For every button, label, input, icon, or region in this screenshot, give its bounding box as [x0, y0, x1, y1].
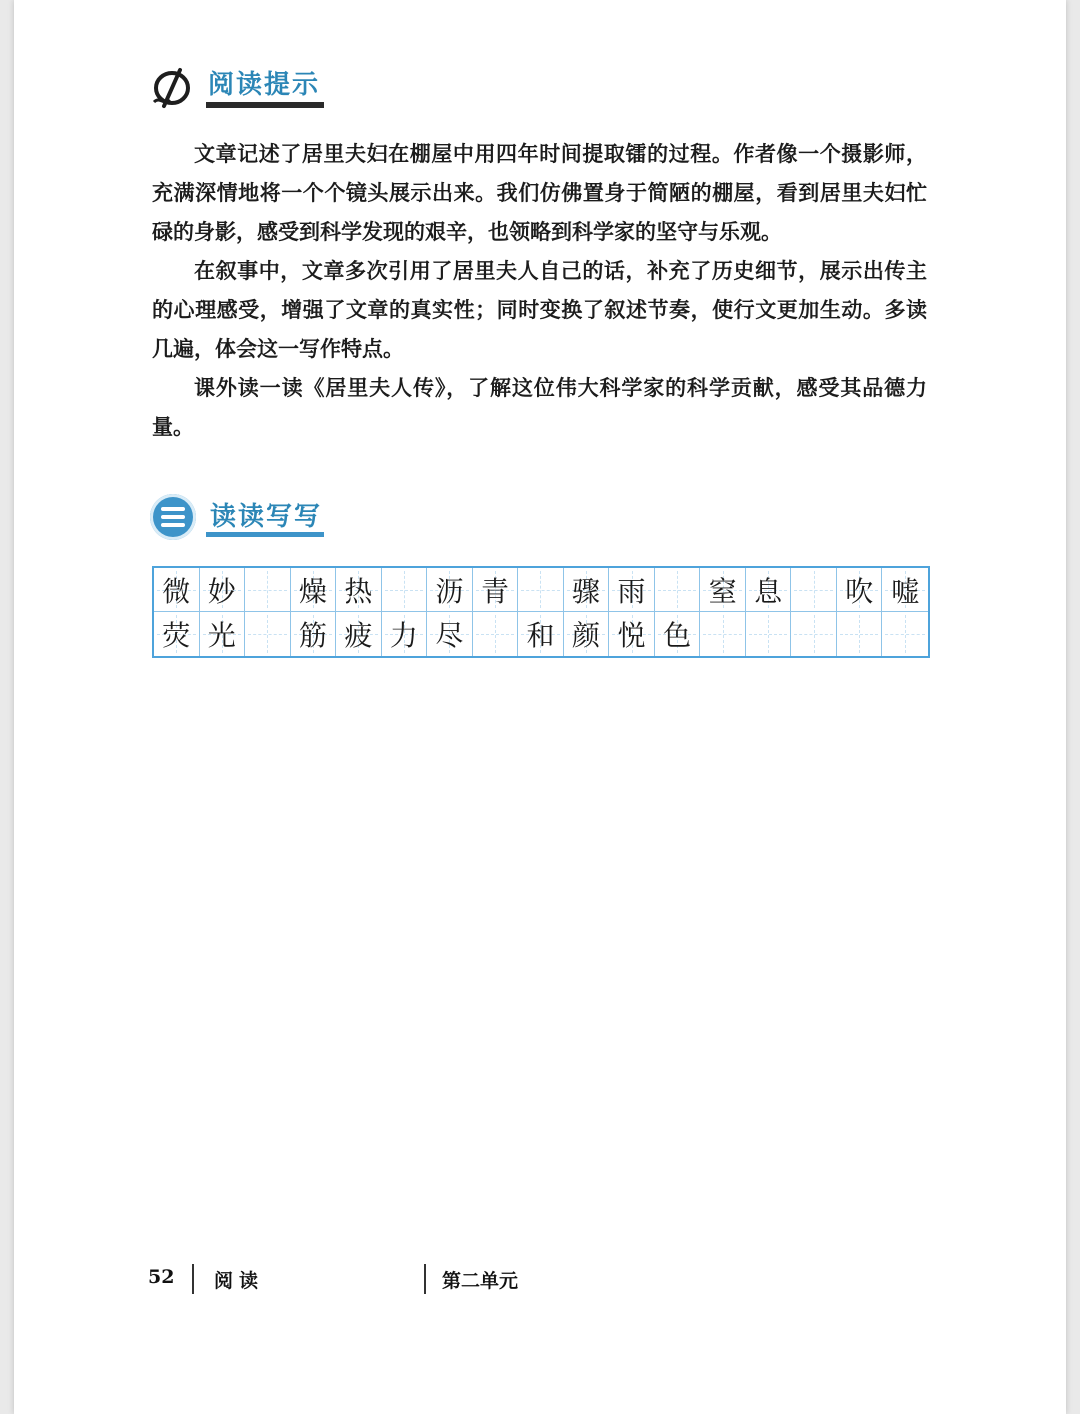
grid-character: 力	[389, 619, 418, 652]
grid-character: 色	[663, 619, 692, 652]
reading-tips-underline	[206, 102, 324, 108]
grid-cell	[791, 612, 837, 656]
writing-grid	[152, 566, 930, 658]
grid-character: 荧	[162, 619, 191, 652]
grid-cell	[200, 612, 246, 656]
footer-divider	[192, 1264, 194, 1294]
grid-cell	[473, 612, 519, 656]
grid-character: 疲	[344, 619, 373, 652]
grid-cell	[200, 568, 246, 612]
grid-cell	[154, 612, 200, 656]
grid-character: 骤	[572, 574, 601, 608]
reading-tips-paragraph: 在叙事中，文章多次引用了居里夫人自己的话，补充了历史细节，展示出传主的心理感受，增强了文章的真实性；同时变换了叙述节奏，使行文更加生动。多读几遍，体会这一写作特点。	[152, 258, 927, 361]
grid-cell	[518, 568, 564, 612]
reading-tips-body	[152, 134, 927, 446]
grid-character: 嘘	[891, 574, 920, 608]
grid-cell	[791, 568, 837, 612]
grid-cell	[700, 612, 746, 656]
grid-cell	[427, 568, 473, 612]
grid-cell	[154, 568, 200, 612]
reading-tips-icon	[150, 66, 194, 110]
read-write-title: 读读写写	[210, 502, 323, 532]
grid-cell	[746, 568, 792, 612]
section-three-badge-icon	[150, 494, 196, 540]
read-write-underline	[206, 532, 324, 537]
grid-character: 热	[344, 574, 373, 608]
footer-divider	[424, 1264, 426, 1294]
grid-cell	[336, 612, 382, 656]
grid-character: 吹	[845, 574, 874, 608]
grid-cell	[336, 568, 382, 612]
grid-cell	[837, 568, 883, 612]
grid-character: 青	[480, 574, 509, 608]
grid-cell	[564, 568, 610, 612]
grid-cell	[245, 568, 291, 612]
grid-character: 悦	[617, 619, 646, 652]
grid-cell	[564, 612, 610, 656]
grid-character: 妙	[207, 574, 236, 608]
grid-character: 光	[207, 619, 236, 652]
grid-cell	[291, 568, 337, 612]
grid-character: 雨	[617, 574, 646, 608]
footer-unit-label: 第二单元	[442, 1270, 519, 1292]
reading-tips-paragraph: 文章记述了居里夫妇在棚屋中用四年时间提取镭的过程。作者像一个摄影师，充满深情地将一个个镜头展示出来。我们仿佛置身于简陋的棚屋，看到居里夫妇忙碌的身影，感受到科学发现的艰辛，也领略到科学家的坚守与乐观。	[152, 141, 927, 244]
grid-character: 尽	[435, 619, 464, 652]
grid-cell	[837, 612, 883, 656]
grid-character: 窒	[708, 574, 737, 608]
grid-character: 和	[526, 619, 555, 652]
grid-character: 筋	[298, 619, 327, 652]
grid-cell	[609, 568, 655, 612]
grid-cell	[700, 568, 746, 612]
grid-cell	[609, 612, 655, 656]
grid-cell	[882, 568, 928, 612]
grid-cell	[291, 612, 337, 656]
grid-character: 息	[754, 574, 783, 608]
grid-cell	[473, 568, 519, 612]
grid-cell	[655, 568, 701, 612]
grid-cell	[382, 612, 428, 656]
grid-cell	[427, 612, 473, 656]
grid-cell	[882, 612, 928, 656]
grid-cell	[382, 568, 428, 612]
grid-character: 微	[162, 574, 191, 608]
grid-character: 燥	[298, 574, 327, 608]
grid-cell	[245, 612, 291, 656]
footer-section-label: 阅读	[214, 1270, 265, 1292]
grid-cell	[655, 612, 701, 656]
grid-cell	[518, 612, 564, 656]
reading-tips-title: 阅读提示	[208, 70, 321, 100]
grid-character: 颜	[572, 619, 601, 652]
reading-tips-paragraph: 课外读一读《居里夫人传》，了解这位伟大科学家的科学贡献，感受其品德力量。	[152, 375, 927, 439]
grid-cell	[746, 612, 792, 656]
page-number: 52	[148, 1266, 175, 1288]
grid-character: 沥	[435, 574, 464, 608]
